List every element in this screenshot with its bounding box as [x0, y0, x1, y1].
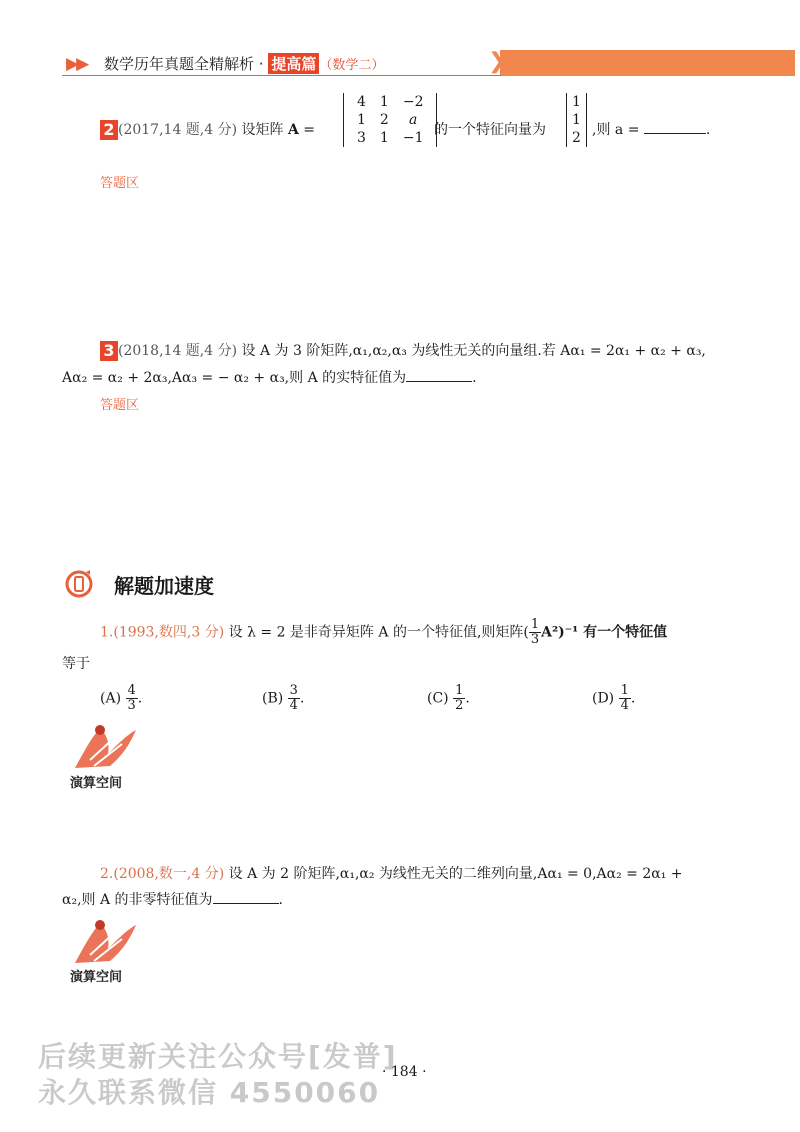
- book-title-text: 数学历年真题全精解析 ·: [104, 55, 269, 73]
- practice-1-text-a: 设 λ = 2 是非奇异矩阵 A 的一个特征值,则矩阵: [228, 624, 524, 641]
- matrix-cell: 1: [357, 112, 366, 128]
- practice-1-source: 1.(1993,数四,3 分): [100, 624, 225, 641]
- stopwatch-icon: [64, 568, 94, 598]
- frac-den: 4: [289, 698, 298, 713]
- matrix-cell: −2: [402, 94, 424, 110]
- question-number-3: 3: [100, 341, 118, 361]
- practice-1-text-b: A²)⁻¹ 有一个特征值: [541, 624, 668, 641]
- question-2-end: [592, 120, 710, 140]
- period: .: [278, 892, 283, 908]
- option-label: (D): [592, 690, 615, 707]
- level-badge: 提高篇: [268, 53, 319, 74]
- matrix-cell: 3: [357, 130, 366, 146]
- header-arrows-icon: ▶▶: [66, 54, 87, 74]
- scratch-space-label-1: 演算空间: [70, 776, 123, 791]
- practice-2-text: 设 A 为 2 阶矩阵,α₁,α₂ 为线性无关的二维列向量,Aα₁ = 0,Aα₂ = 2α₁ +: [228, 866, 683, 882]
- option-d[interactable]: (D) $\frac{1}{4}$ .: [592, 683, 636, 713]
- question-3-source: (2018,14 题,4 分): [118, 343, 238, 359]
- question-3-line-2: [62, 368, 477, 388]
- frac-den: 3: [127, 698, 136, 713]
- matrix-cell: 1: [379, 130, 389, 146]
- question-3-text-2: Aα₂ = α₂ + 2α₃,Aα₃ = − α₂ + α₃,则 A 的实特征值为: [62, 370, 407, 386]
- question-2-end-text: ,则 a =: [592, 122, 644, 138]
- option-b[interactable]: (B) $\frac{3}{4}$ .: [262, 683, 305, 713]
- watermark-line-1: 后续更新关注公众号[发普]: [38, 1040, 398, 1073]
- matrix-cell: 4: [357, 94, 366, 110]
- frac-num: 1: [530, 617, 540, 632]
- matrix-cell: −1: [402, 130, 424, 146]
- period: .: [472, 370, 477, 386]
- fraction-one-third: [529, 618, 541, 647]
- frac-den: 3: [530, 632, 540, 647]
- scratch-space-label-2: 演算空间: [70, 970, 123, 985]
- period: .: [705, 122, 711, 138]
- answer-blank[interactable]: [213, 903, 279, 904]
- question-3-text: 设 A 为 3 阶矩阵,α₁,α₂,α₃ 为线性无关的向量组.若 Aα₁ = 2α₁ + α₂ + α₃,: [241, 343, 706, 359]
- scribble-figure-icon: [70, 915, 140, 967]
- header-accent-bar: [500, 50, 795, 76]
- frac-num: 4: [127, 683, 136, 698]
- vector-cell: 1: [572, 112, 581, 128]
- question-2-stem: [118, 120, 315, 140]
- section-title: 解题加速度: [114, 574, 214, 598]
- question-3-line-1: [118, 341, 706, 361]
- matrix-var: A: [287, 122, 299, 138]
- equals-sign: =: [298, 122, 316, 138]
- answer-blank[interactable]: [644, 133, 706, 134]
- option-label: (C): [427, 690, 449, 707]
- page-number: · 184 ·: [382, 1064, 427, 1080]
- practice-1-line-2: 等于: [62, 656, 90, 672]
- question-2-intro: 设矩阵: [241, 122, 284, 138]
- practice-2-text-2: α₂,则 A 的非零特征值为: [62, 892, 213, 908]
- frac-num: 3: [289, 683, 298, 698]
- watermark-line-2: 永久联系微信 4550060: [38, 1076, 381, 1109]
- frac-num: 1: [620, 683, 629, 698]
- header-rule: [62, 75, 502, 76]
- practice-2-line-2: [62, 890, 283, 910]
- frac-num: 1: [455, 683, 464, 698]
- header-chevron-icon: ❯❯: [488, 49, 513, 74]
- option-label: (A): [100, 690, 122, 707]
- question-number-2: 2: [100, 120, 118, 140]
- subject-label: （数学二）: [319, 58, 385, 73]
- frac-den: 2: [455, 698, 464, 713]
- vector-cell: 1: [572, 94, 581, 110]
- matrix-cell: a: [408, 112, 418, 128]
- practice-1-line-1: [100, 618, 667, 647]
- vector-cell: 2: [572, 130, 581, 146]
- eigenvector: [566, 93, 587, 147]
- question-2-mid: 的一个特征向量为: [434, 122, 546, 138]
- question-2-source: (2017,14 题,4 分): [118, 122, 238, 138]
- scribble-figure-icon: [70, 720, 140, 772]
- practice-2-line-1: [100, 864, 683, 884]
- answer-blank[interactable]: [406, 381, 472, 382]
- option-label: (B): [262, 690, 284, 707]
- option-a[interactable]: (A) $\frac{4}{3}$ .: [100, 683, 143, 713]
- matrix-cell: 1: [379, 94, 389, 110]
- matrix-cell: 2: [379, 112, 389, 128]
- answer-area-label-q3: 答题区: [100, 398, 140, 413]
- paren: (: [523, 624, 529, 641]
- frac-den: 4: [620, 698, 629, 713]
- matrix-a: [343, 93, 437, 147]
- book-title: [104, 53, 384, 74]
- option-c[interactable]: (C) $\frac{1}{2}$ .: [427, 683, 470, 713]
- answer-area-label-q2: 答题区: [100, 176, 140, 191]
- practice-2-source: 2.(2008,数一,4 分): [100, 866, 225, 882]
